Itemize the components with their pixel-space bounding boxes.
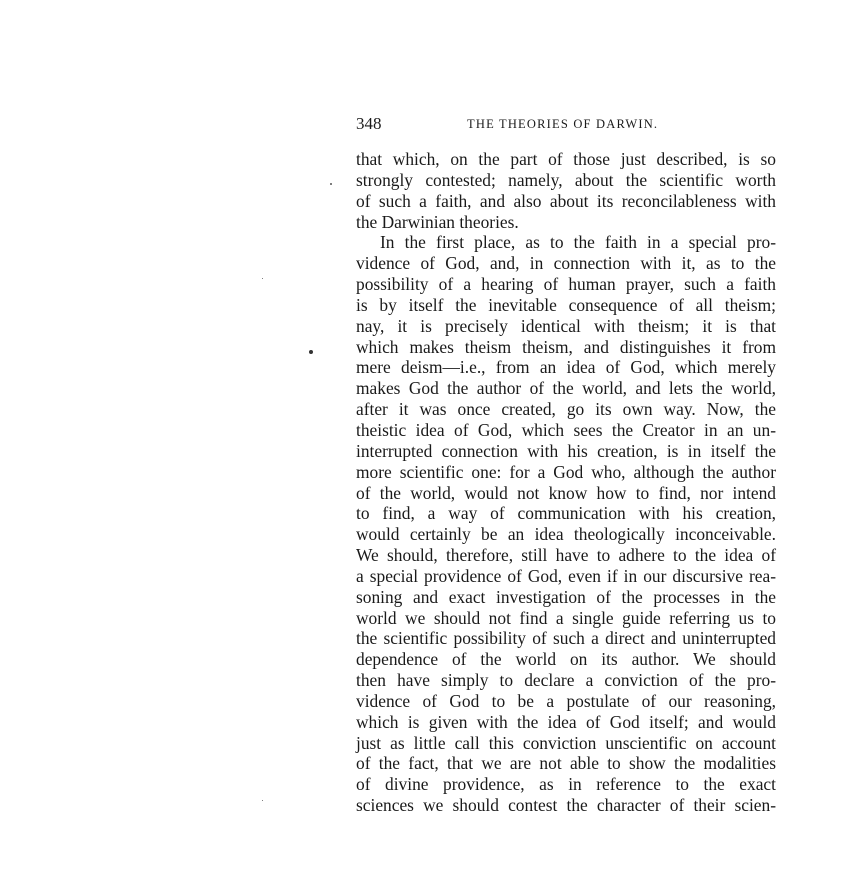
text-line: that which, on the part of those just described, is so [356,149,776,169]
text-line: dependence of the world on its author. We should [356,649,776,670]
text-line: interrupted connection with his creation, is in itself the [356,440,776,461]
text-line: We should, therefore, still have to adhere to the idea of [356,545,776,566]
text-line: vidence of God to be a postulate of our reasoning, [356,690,776,711]
text-line: possibility of a hearing of human prayer, such a faith [356,274,776,295]
margin-speck [262,278,263,279]
text-line: which makes theism theism, and distinguishes it from [356,336,776,357]
body-text [356,149,776,816]
text-line: mere deism—i.e., from an idea of God, which merely [356,357,776,378]
text-line: of the fact, that we are not able to show the modalities [356,753,776,774]
text-line: In the first place, as to the faith in a special pro- [380,232,776,253]
text-line: of such a faith, and also about its reconcilableness with [356,190,776,211]
text-line: is by itself the inevitable consequence of all theism; [356,294,776,315]
text-line: to find, a way of communication with his creation, [356,503,776,524]
text-line: makes God the author of the world, and lets the world, [356,378,776,399]
text-line: nay, it is precisely identical with theism; it is that [356,315,776,336]
text-line: sciences we should contest the character of their scien- [356,795,776,816]
text-line: then have simply to declare a conviction of the pro- [356,670,776,691]
running-title: THE THEORIES OF DARWIN. [467,117,659,131]
margin-speck [262,800,263,801]
text-line: which is given with the idea of God itself; and would [356,711,776,732]
text-line: after it was once created, go its own way. Now, the [356,399,776,420]
text-line: more scientific one: for a God who, although the author [356,461,776,482]
text-line: would certainly be an idea theologically inconceivable. [356,524,776,545]
text-line: world we should not find a single guide referring us to [356,607,776,628]
text-line: soning and exact investigation of the processes in the [356,586,776,607]
text-line: theistic idea of God, which sees the Creator in an un- [356,419,776,440]
margin-speck [309,350,313,354]
text-line: just as little call this conviction unscientific on account [356,732,776,753]
running-head [356,114,776,136]
page-number: 348 [356,114,382,133]
text-line: strongly contested; namely, about the scientific worth [356,169,776,190]
text-line: a special providence of God, even if in our discursive rea- [356,565,776,586]
text-line: of the world, would not know how to find, nor intend [356,482,776,503]
text-line: of divine providence, as in reference to the exact [356,774,776,795]
text-line: vidence of God, and, in connection with it, as to the [356,253,776,274]
text-line: the Darwinian theories. [356,211,519,232]
text-line: the scientific possibility of such a direct and uninterrupted [356,628,776,649]
margin-speck [330,183,332,185]
